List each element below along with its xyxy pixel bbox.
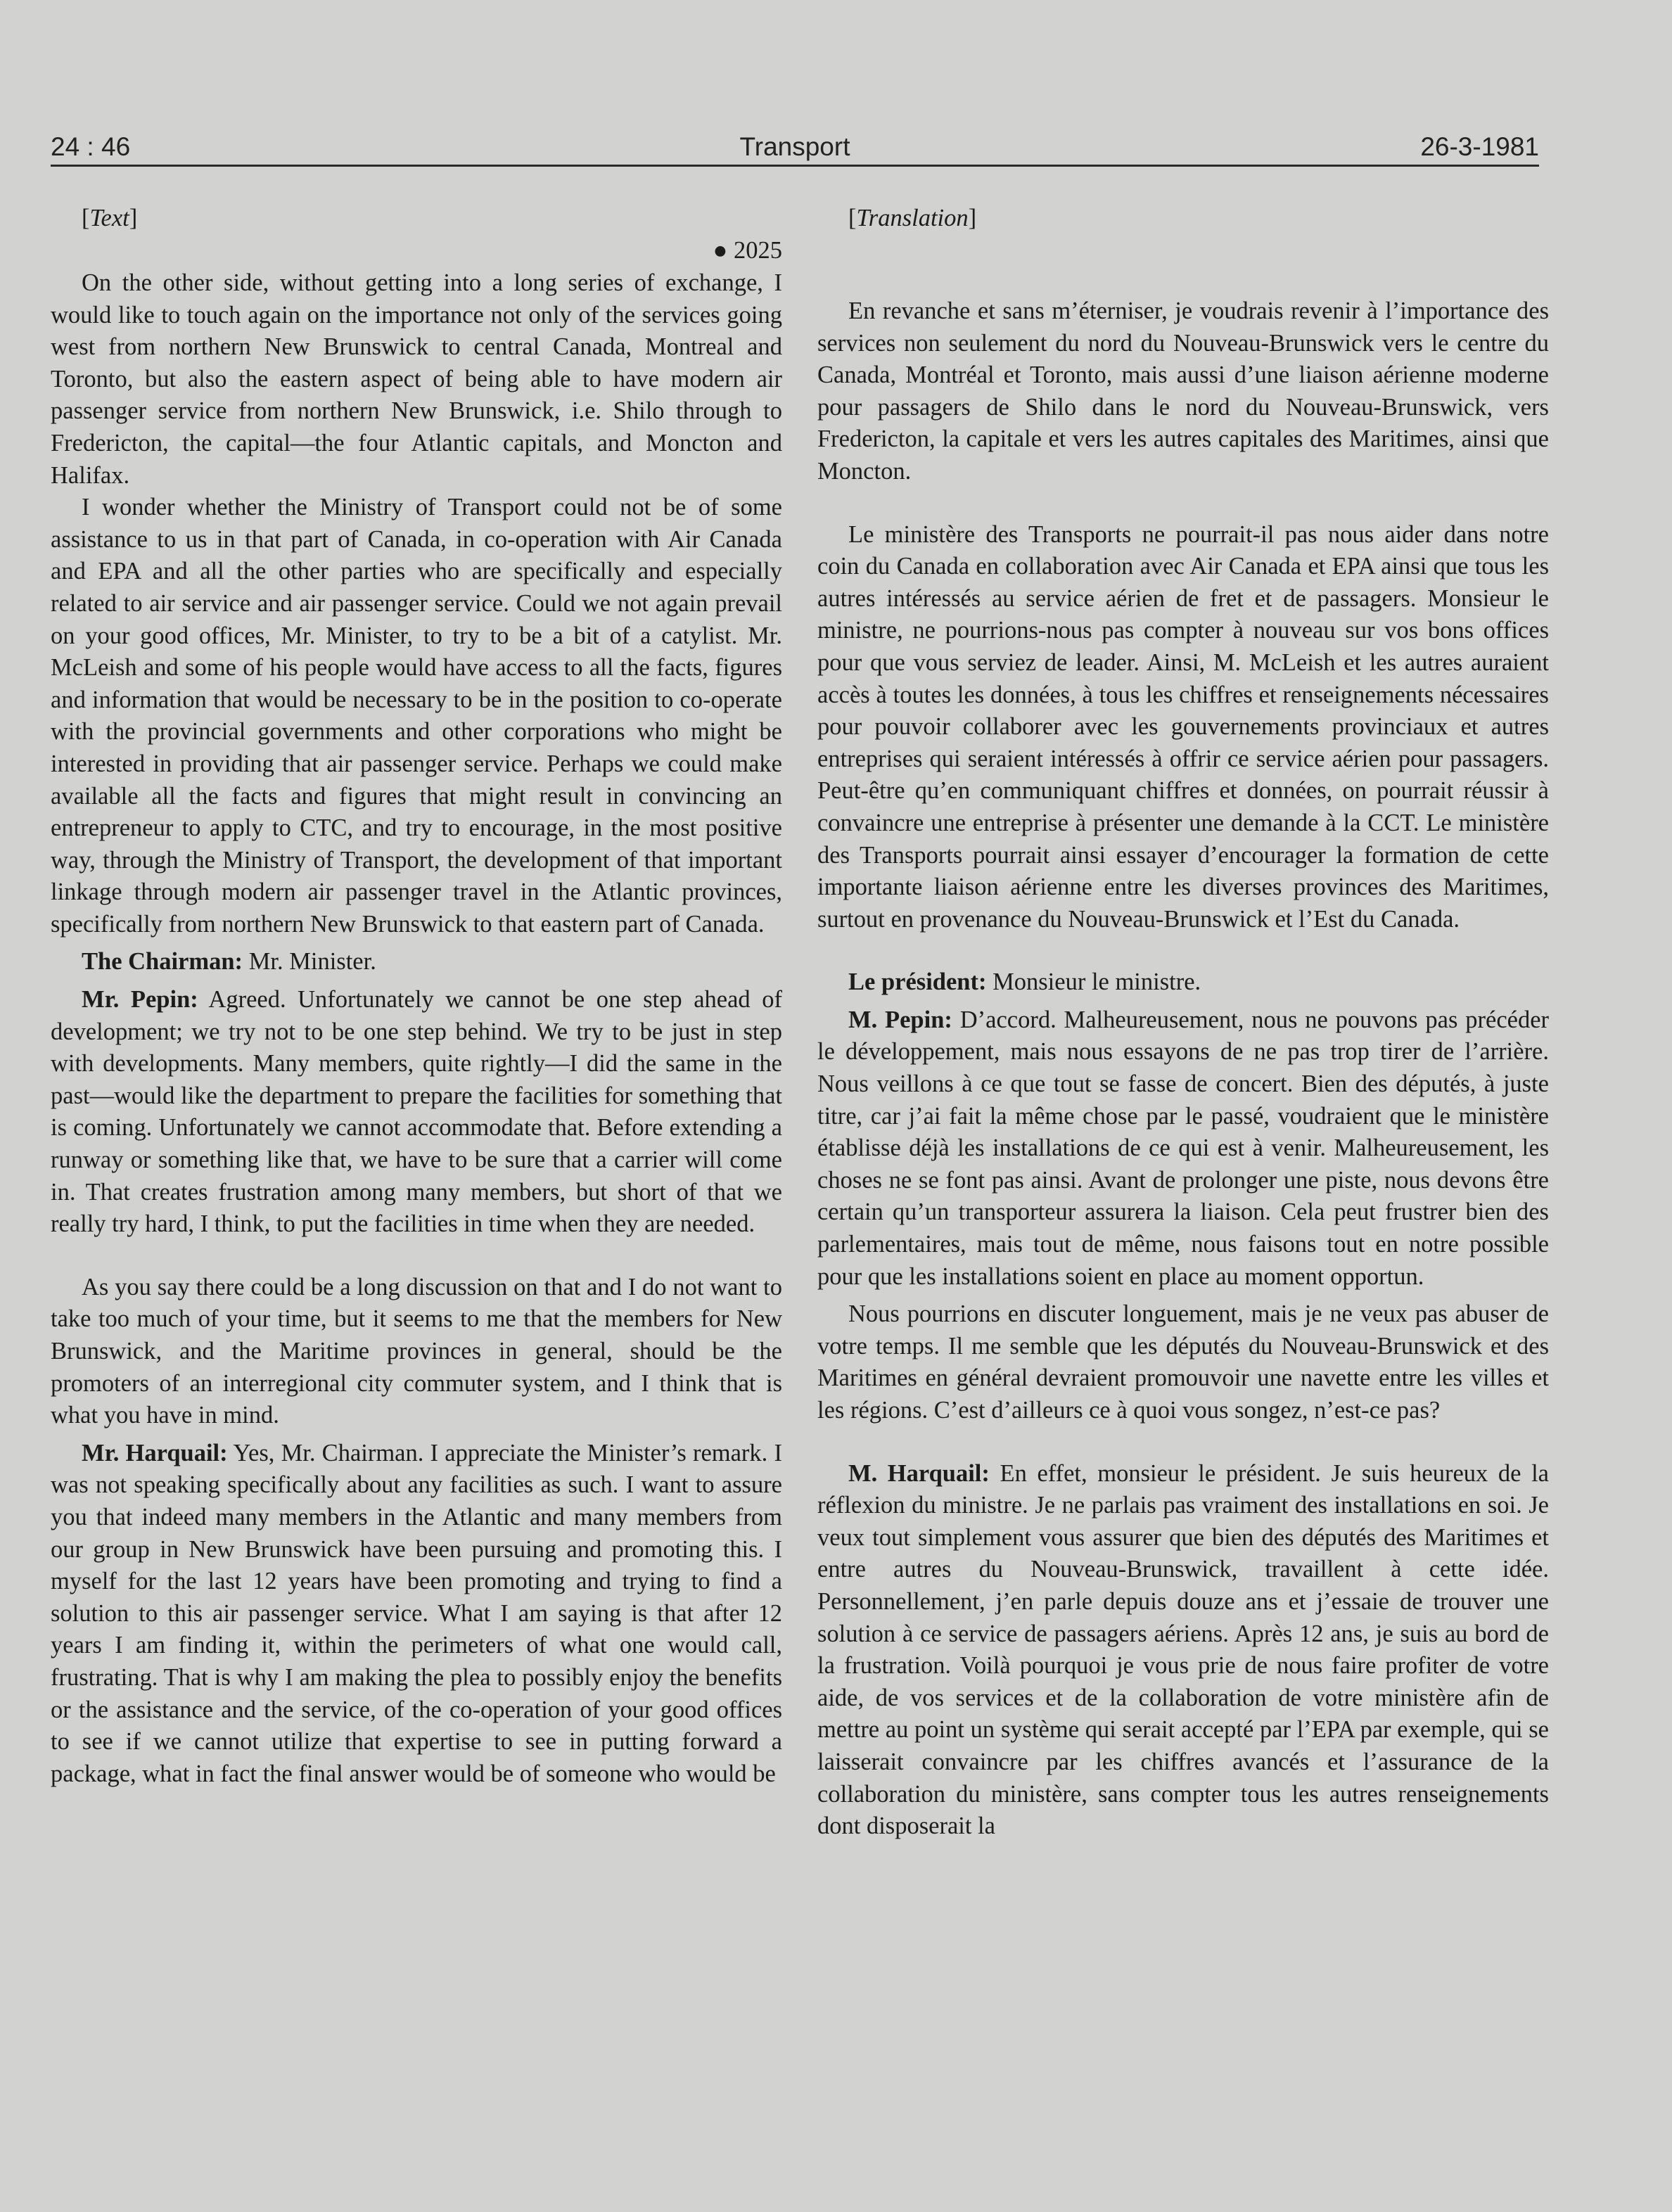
speaker-paragraph: Le président: Monsieur le ministre. [848,968,1201,996]
running-title: Transport [739,132,850,161]
paragraph: Nous pourrions en discuter longuement, mais je ne veux pas abuser de votre temps. Il me semble que les députés du Nouveau-Brunswick et des Maritimes en général devraient promouvoir une navette entre les villes et les régions. C’est d’ailleurs ce à quoi vous songez, n’est-ce pas? [817,1300,1549,1424]
paragraph: Le ministère des Transports ne pourrait-il pas nous aider dans notre coin du Canada en collaboration avec Air Canada et EPA ainsi que tous les autres intéressés au service aérien de fret et de passagers. Monsieur le ministre, ne pourrions-nous pas compter à nouveau sur vos bons offices pour que vous serviez de leader. Ainsi, M. McLeish et les autres auraient accès à toutes les données, à tous les chiffres et renseignements nécessaires pour pouvoir collaborer avec les gouvernements provinciaux et autres entreprises qui seraient intéressés à offrir ce service aérien pour passagers. Peut-être qu’en communiquant chiffres et données, on pourrait réussir à convaincre une entreprise à présenter une demande à la CCT. Le ministère des Transports pourrait ainsi essayer d’encourager la formation de cette importante liaison aérienne entre les diverses provinces des Maritimes, surtout en provenance du Nouveau-Brunswick et l’Est du Canada. [817,520,1549,933]
header-date: 26-3-1981 [1420,132,1539,161]
speaker-name: M. Harquail: [848,1459,990,1487]
paragraph: On the other side, without getting into a long series of exchange, I would like to touch again on the importance not only of the services going west from northern New Brunswick to central Canada, Montreal and Toronto, but also the eastern aspect of being able to have modern air passenger service from northern New Brunswick, i.e. Shilo through to Fredericton, the capital—the four Atlantic capitals, and Moncton and Halifax. [51,269,782,489]
speaker-name: Le président: [848,968,987,996]
time-marker: ● 2025 [713,237,782,264]
speaker-name: M. Pepin: [848,1006,952,1033]
english-column [51,203,782,1790]
page-number: 24 : 46 [51,132,131,161]
speaker-paragraph: Mr. Pepin: Agreed. Unfortunately we cannot be one step ahead of development; we try not to be one step behind. We try to be just in step with developments. Many members, quite rightly—I did the same in the past—would like the department to prepare the facilities for something that is coming. Unfortunately we cannot accommodate that. Before extending a runway or something like that, we have to be sure that a carrier will come in. That creates frustration among many members, but short of that we really try hard, I think, to put the facilities in time when they are needed. [51,986,782,1238]
language-tag: [Translation] [848,205,977,231]
paragraph: As you say there could be a long discussion on that and I do not want to take too much of your time, but it seems to me that the members for New Brunswick, and the Maritime provinces in general, should be the promoters of an interregional city commuter system, and I think that is what you have in mind. [51,1273,782,1429]
speaker-name: Mr. Pepin: [82,986,198,1014]
language-tag: [Text] [82,205,138,231]
speaker-paragraph: M. Pepin: D’accord. Malheureusement, nous ne pouvons pas précéder le développement, mais nous essayons de ne pas trop tirer de l’arrière. Nous veillons à ce que tout se fasse de concert. Bien des députés, à juste titre, car j’ai fait la même chose par le passé, voudraient que le ministère établisse déjà les installations de ce qui est à venir. Malheureusement, les choses ne se font pas ainsi. Avant de prolonger une piste, nous devons être certain qu’un transporteur assurera la liaison. Cela peut frustrer bien des parlementaires, mais tout de même, nous faisons tout en notre possible pour que les installations soient en place au moment opportun. [817,1006,1550,1290]
paragraph: I wonder whether the Ministry of Transport could not be of some assistance to us in that part of Canada, in co-operation with Air Canada and EPA and all the other parties who are specifically and especially related to air service and air passenger service. Could we not again prevail on your good offices, Mr. Minister, to try to be a bit of a catylist. Mr. McLeish and some of his people would have access to all the facts, figures and information that would be necessary to be in the position to co-operate with the provincial governments and other corporations who might be interested in providing that air passenger service. Perhaps we could make available all the facts and figures that might result in convincing an entrepreneur to apply to CTC, and try to encourage, in the most positive way, through the Ministry of Transport, the development of that important linkage through modern air passenger travel in the Atlantic provinces, specifically from northern New Brunswick to that eastern part of Canada. [51,494,782,938]
paragraph: En revanche et sans m’éterniser, je voudrais revenir à l’importance des services non seulement du nord du Nouveau-Brunswick vers le centre du Canada, Montréal et Toronto, mais aussi d’une liaison aérienne moderne pour passagers de Shilo dans le nord du Nouveau-Brunswick, vers Fredericton, la capitale et vers les autres capitales des Maritimes, ainsi que Moncton. [817,298,1549,485]
speaker-paragraph: The Chairman: Mr. Minister. [82,948,376,976]
page-header [51,129,1539,167]
french-column [817,203,1549,1843]
speaker-paragraph: M. Harquail: En effet, monsieur le président. Je suis heureux de la réflexion du ministre. Je ne parlais pas vraiment des installations en soi. Je veux tout simplement vous assurer que bien des députés des Maritimes et entre autres du Nouveau-Brunswick, travaillent à cette idée. Personnellement, j’en parle depuis douze ans et j’essaie de trouver une solution à ce service de passagers aériens. Après 12 ans, je suis au bord de la frustration. Voilà pourquoi je vous prie de nous faire profiter de votre aide, de vos services et de la collaboration de votre ministère afin de mettre au point un système qui serait accepté par l’EPA par exemple, qui se laisserait convaincre par les chiffres avancés et l’assurance de la collaboration du ministère, sans compter tous les autres renseignements dont disposerait la [817,1459,1549,1840]
speaker-name: The Chairman: [82,948,243,976]
speaker-name: Mr. Harquail: [82,1439,228,1466]
speaker-paragraph: Mr. Harquail: Yes, Mr. Chairman. I appreciate the Minister’s remark. I was not speaking specifically about any facilities as such. I want to assure you that indeed many members in the Atlantic and many members from our group in New Brunswick have been pursuing and promoting this. I myself for the last 12 years have been promoting and trying to find a solution to this air passenger service. What I am saying is that after 12 years I am finding it, within the perimeters of what one would call, frustrating. That is why I am making the plea to possibly enjoy the benefits or the assistance and the service, of the co-operation of your good offices to see if we cannot utilize that expertise to see in putting forward a package, what in fact the final answer would be of someone who would be [51,1439,782,1787]
